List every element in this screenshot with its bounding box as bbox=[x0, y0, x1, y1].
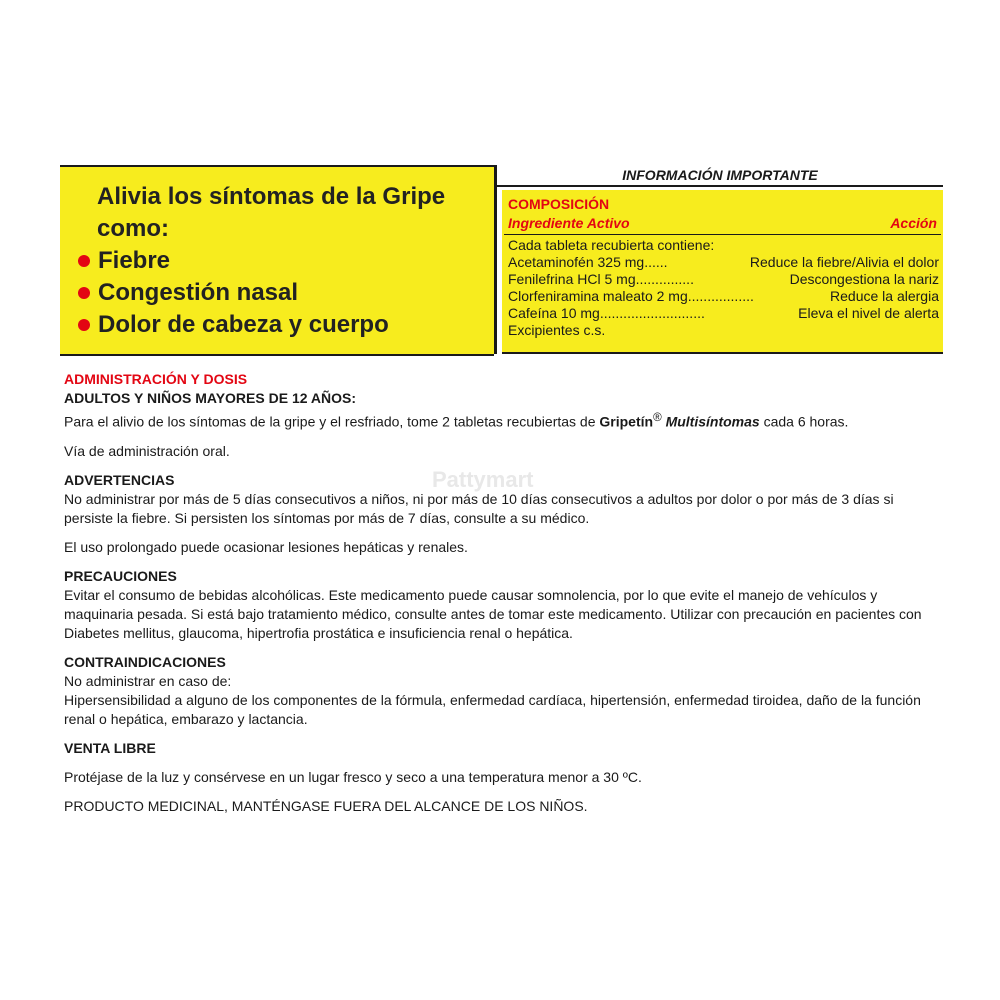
brand-variant: Multisíntomas bbox=[665, 413, 760, 430]
red-bullet-icon bbox=[78, 319, 90, 331]
warnings-extra: El uso prolongado puede ocasionar lesiones hepáticas y renales. bbox=[64, 538, 468, 555]
leaflet-body bbox=[64, 370, 944, 816]
ingredient-row: Clorfeniramina maleato 2 mg ................. Reduce la alergia bbox=[508, 288, 939, 304]
admin-subtitle: ADULTOS Y NIÑOS MAYORES DE 12 AÑOS: bbox=[64, 390, 356, 406]
ingredient-row: Fenilefrina HCl 5 mg ............... Descongestiona la nariz bbox=[508, 271, 939, 287]
warnings-title: ADVERTENCIAS bbox=[64, 471, 175, 488]
info-heading: INFORMACIÓN IMPORTANTE bbox=[497, 165, 943, 187]
precautions-title: PRECAUCIONES bbox=[64, 567, 177, 584]
contraindications-intro: No administrar en caso de: bbox=[64, 672, 232, 689]
symptom-item: Dolor de cabeza y cuerpo bbox=[78, 309, 389, 341]
product-banner bbox=[60, 165, 943, 354]
contraindications-title: CONTRAINDICACIONES bbox=[64, 653, 226, 670]
composition-title: COMPOSICIÓN bbox=[508, 196, 610, 212]
sale-title: VENTA LIBRE bbox=[64, 739, 156, 756]
composition-divider bbox=[504, 234, 941, 235]
ingredient-list bbox=[508, 237, 939, 339]
ingredient-intro: Cada tableta recubierta contiene: bbox=[508, 237, 715, 253]
ingredient-row: Acetaminofén 325 mg ...... Reduce la fiebre/Alivia el dolor bbox=[508, 254, 939, 270]
dose-text: Para el alivio de los síntomas de la gripe y el resfriado, tome 2 tabletas recubiertas de Gripetín® Multisíntomas cada 6 horas. bbox=[64, 411, 849, 430]
red-bullet-icon bbox=[78, 255, 90, 267]
contraindications-text: Hipersensibilidad a alguno de los componentes de la fórmula, enfermedad cardíaca, hipertensión, enfermedad tiroidea, daño de la función renal o hepática, embarazo y lactancia. bbox=[64, 691, 921, 727]
children-notice: PRODUCTO MEDICINAL, MANTÉNGASE FUERA DEL ALCANCE DE LOS NIÑOS. bbox=[64, 797, 588, 814]
registered-mark: ® bbox=[653, 411, 662, 424]
admin-title: ADMINISTRACIÓN Y DOSIS bbox=[64, 371, 248, 387]
precautions-text: Evitar el consumo de bebidas alcohólicas. Este medicamento puede causar somnolencia, por lo que evite el manejo de vehículos y maquinaria pesada. Si está bajo tratamiento médico, consulte antes de tomar este medicamento. Utilizar con precaución en pacientes con Diabetes mellitus, glaucoma, hipertrofia prostática e insuficiencia renal o hepática. bbox=[64, 586, 922, 641]
warnings-text: No administrar por más de 5 días consecutivos a niños, ni por más de 10 días consecutivos a adultos por dolor o por más de 3 días si persiste la fiebre. Si persisten los síntomas por más de 7 días, consulte a su médico. bbox=[64, 490, 894, 526]
symptoms-list bbox=[78, 245, 389, 341]
composition-panel bbox=[502, 190, 943, 354]
vertical-divider bbox=[494, 165, 497, 354]
red-bullet-icon bbox=[78, 287, 90, 299]
column-action: Acción bbox=[890, 215, 937, 231]
ingredient-row: Cafeína 10 mg ........................... Eleva el nivel de alerta bbox=[508, 305, 939, 321]
storage-text: Protéjase de la luz y consérvese en un lugar fresco y seco a una temperatura menor a 30 ºC. bbox=[64, 768, 642, 785]
symptom-item: Fiebre bbox=[78, 245, 389, 277]
symptoms-title: Alivia los síntomas de la Gripe como: bbox=[97, 183, 446, 242]
column-ingredient: Ingrediente Activo bbox=[508, 215, 630, 231]
symptom-item: Congestión nasal bbox=[78, 277, 389, 309]
watermark: Pattymart bbox=[432, 467, 534, 492]
symptoms-panel bbox=[60, 165, 494, 356]
brand-name: Gripetín bbox=[599, 413, 654, 430]
route-text: Vía de administración oral. bbox=[64, 442, 230, 459]
excipients: Excipientes c.s. bbox=[508, 322, 606, 338]
